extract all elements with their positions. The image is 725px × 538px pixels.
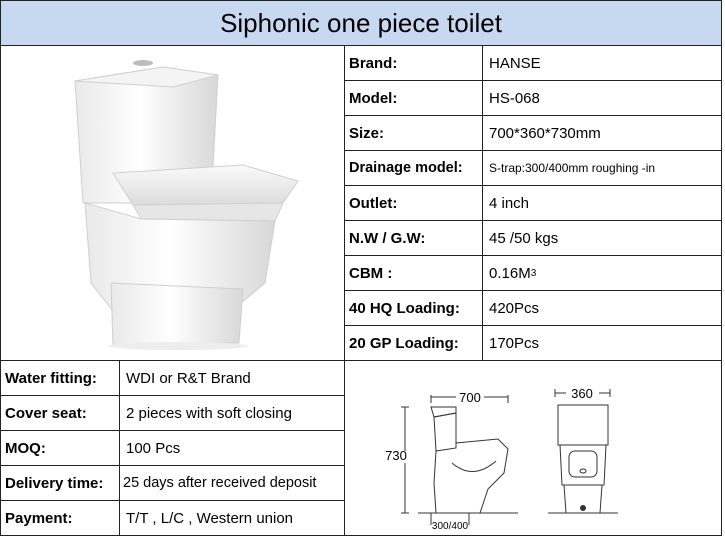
spec-value-brand bbox=[483, 46, 722, 81]
spec-label-cover-seat: Cover seat: bbox=[0, 396, 120, 431]
spec-value-text: 420Pcs bbox=[489, 299, 540, 317]
spec-label-moq: MOQ: bbox=[0, 431, 120, 466]
spec-value-model bbox=[483, 81, 722, 116]
spec-value-text: 700*360*730mm bbox=[489, 124, 601, 142]
technical-drawing-cell bbox=[345, 361, 722, 536]
spec-value-text: 170Pcs bbox=[489, 334, 540, 352]
spec-value-text: 4 inch bbox=[489, 194, 530, 212]
spec-label-water-fitting: Water fitting: bbox=[0, 361, 120, 396]
spec-value-text: HS-068 bbox=[489, 89, 540, 107]
width-dimension-label: 700 bbox=[459, 390, 481, 405]
spec-value-40-hq-loading bbox=[483, 291, 722, 326]
spec-label-20-gp-loading: 20 GP Loading: bbox=[345, 326, 483, 361]
spec-value-drainage-model bbox=[483, 151, 722, 186]
spec-value-cover-seat: 2 pieces with soft closing bbox=[120, 396, 345, 431]
spec-value-text: 45 /50 kgs bbox=[489, 229, 559, 247]
spec-value-cbm bbox=[483, 256, 722, 291]
depth-dimension-label: 360 bbox=[571, 386, 593, 401]
spec-value-20-gp-loading bbox=[483, 326, 722, 361]
spec-label-outlet: Outlet: bbox=[345, 186, 483, 221]
spec-value-payment: T/T , L/C , Western union bbox=[120, 501, 345, 536]
spec-label-40-hq-loading: 40 HQ Loading: bbox=[345, 291, 483, 326]
spec-label-model: Model: bbox=[345, 81, 483, 116]
spec-label-n-w-g-w: N.W / G.W: bbox=[345, 221, 483, 256]
spec-label-size: Size: bbox=[345, 116, 483, 151]
spec-value-text: HANSE bbox=[489, 54, 541, 72]
spec-value-outlet bbox=[483, 186, 722, 221]
spec-label-delivery-time: Delivery time: bbox=[0, 466, 120, 501]
spec-value-moq: 100 Pcs bbox=[120, 431, 345, 466]
spec-value-n-w-g-w bbox=[483, 221, 722, 256]
spec-label-brand: Brand: bbox=[345, 46, 483, 81]
spec-value-delivery-time: 25 days after received deposit bbox=[120, 466, 345, 501]
spec-value-text: 0.16M bbox=[489, 264, 531, 282]
spec-value-water-fitting: WDI or R&T Brand bbox=[120, 361, 345, 396]
spec-label-drainage-model: Drainage model: bbox=[345, 151, 483, 186]
page-title: Siphonic one piece toilet bbox=[0, 0, 722, 46]
spec-value-superscript: 3 bbox=[530, 267, 537, 279]
product-photo-cell bbox=[0, 46, 345, 361]
spec-value-text: S-trap:300/400mm roughing -in bbox=[489, 161, 656, 175]
roughing-dimension-label: 300/400 bbox=[431, 521, 469, 532]
height-dimension-label: 730 bbox=[385, 448, 407, 463]
spec-value-size bbox=[483, 116, 722, 151]
toilet-photo bbox=[13, 53, 333, 353]
spec-label-payment: Payment: bbox=[0, 501, 120, 536]
spec-label-cbm: CBM : bbox=[345, 256, 483, 291]
technical-drawing bbox=[348, 363, 718, 533]
